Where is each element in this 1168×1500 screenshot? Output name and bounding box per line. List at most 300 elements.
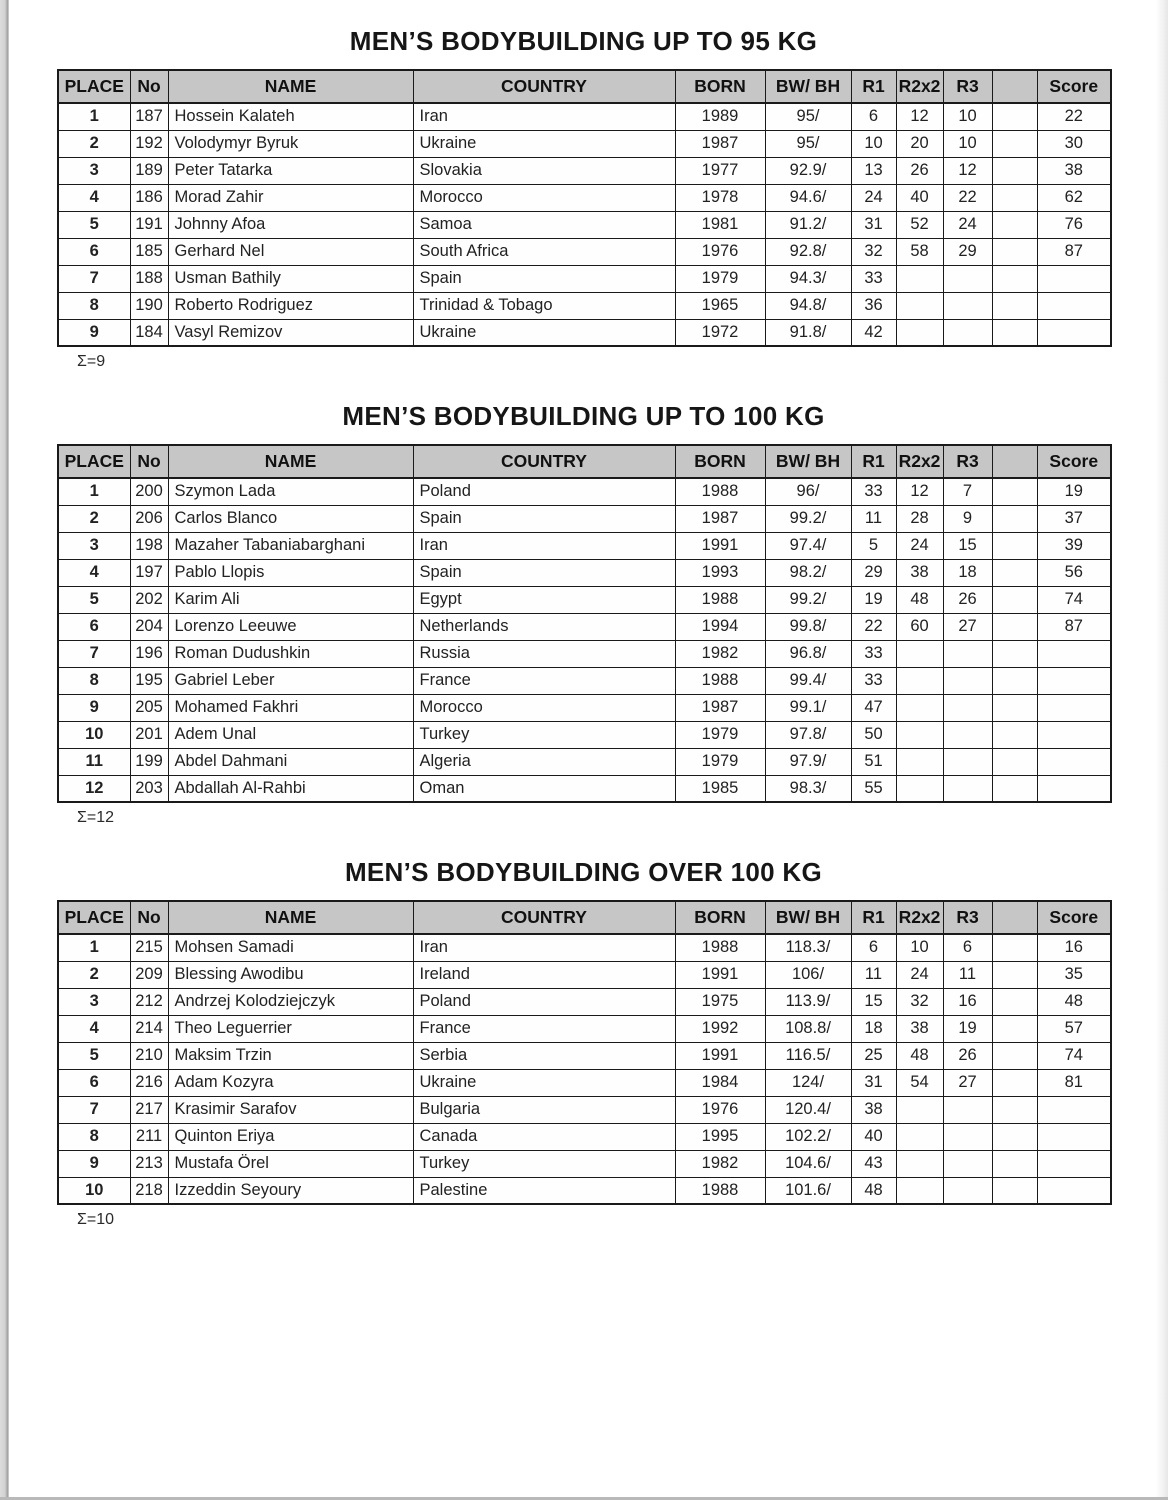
table-row bbox=[58, 1096, 1111, 1123]
cell-blank bbox=[992, 1042, 1037, 1069]
cell-r2x2: 38 bbox=[896, 1015, 943, 1042]
cell-place: 1 bbox=[58, 478, 130, 505]
cell-r2x2 bbox=[896, 265, 943, 292]
table-row bbox=[58, 559, 1111, 586]
table-row bbox=[58, 775, 1111, 802]
cell-r2x2: 58 bbox=[896, 238, 943, 265]
column-header-blank bbox=[992, 70, 1037, 103]
cell-r3 bbox=[943, 640, 992, 667]
cell-bw-bh: 99.4/ bbox=[765, 667, 851, 694]
cell-born: 1977 bbox=[675, 157, 765, 184]
cell-place: 7 bbox=[58, 1096, 130, 1123]
cell-name: Pablo Llopis bbox=[168, 559, 413, 586]
table-row bbox=[58, 505, 1111, 532]
cell-bw-bh: 108.8/ bbox=[765, 1015, 851, 1042]
cell-name: Adem Unal bbox=[168, 721, 413, 748]
cell-r1: 48 bbox=[851, 1177, 896, 1204]
cell-country: Oman bbox=[413, 775, 675, 802]
cell-bw-bh: 97.9/ bbox=[765, 748, 851, 775]
cell-r3: 16 bbox=[943, 988, 992, 1015]
cell-r2x2: 12 bbox=[896, 103, 943, 130]
cell-r2x2 bbox=[896, 640, 943, 667]
cell-r2x2 bbox=[896, 1150, 943, 1177]
cell-bw-bh: 99.2/ bbox=[765, 586, 851, 613]
cell-bw-bh: 99.1/ bbox=[765, 694, 851, 721]
cell-born: 1995 bbox=[675, 1123, 765, 1150]
header-row bbox=[58, 901, 1111, 934]
cell-name: Andrzej Kolodziejczyk bbox=[168, 988, 413, 1015]
cell-no: 201 bbox=[130, 721, 168, 748]
cell-no: 203 bbox=[130, 775, 168, 802]
cell-bw-bh: 91.2/ bbox=[765, 211, 851, 238]
cell-bw-bh: 99.8/ bbox=[765, 613, 851, 640]
cell-country: Spain bbox=[413, 265, 675, 292]
table-row bbox=[58, 184, 1111, 211]
cell-r2x2 bbox=[896, 1096, 943, 1123]
cell-born: 1965 bbox=[675, 292, 765, 319]
column-header-name: NAME bbox=[168, 445, 413, 478]
table-header bbox=[58, 70, 1111, 103]
cell-r3: 27 bbox=[943, 613, 992, 640]
cell-born: 1987 bbox=[675, 130, 765, 157]
cell-born: 1976 bbox=[675, 1096, 765, 1123]
cell-r2x2: 48 bbox=[896, 586, 943, 613]
cell-score: 38 bbox=[1037, 157, 1111, 184]
cell-r3: 26 bbox=[943, 586, 992, 613]
cell-r2x2: 40 bbox=[896, 184, 943, 211]
cell-r3 bbox=[943, 667, 992, 694]
cell-no: 190 bbox=[130, 292, 168, 319]
cell-score bbox=[1037, 721, 1111, 748]
cell-score bbox=[1037, 1150, 1111, 1177]
cell-name: Usman Bathily bbox=[168, 265, 413, 292]
cell-country: Ukraine bbox=[413, 130, 675, 157]
cell-no: 202 bbox=[130, 586, 168, 613]
cell-r3: 12 bbox=[943, 157, 992, 184]
cell-blank bbox=[992, 211, 1037, 238]
cell-score: 39 bbox=[1037, 532, 1111, 559]
cell-r3: 27 bbox=[943, 1069, 992, 1096]
table-header bbox=[58, 901, 1111, 934]
cell-no: 206 bbox=[130, 505, 168, 532]
cell-no: 215 bbox=[130, 934, 168, 961]
cell-country: Netherlands bbox=[413, 613, 675, 640]
table-row bbox=[58, 721, 1111, 748]
cell-r3 bbox=[943, 265, 992, 292]
cell-bw-bh: 96.8/ bbox=[765, 640, 851, 667]
cell-blank bbox=[992, 694, 1037, 721]
cell-born: 1988 bbox=[675, 934, 765, 961]
table-row bbox=[58, 667, 1111, 694]
cell-born: 1988 bbox=[675, 667, 765, 694]
cell-score: 74 bbox=[1037, 1042, 1111, 1069]
cell-country: South Africa bbox=[413, 238, 675, 265]
cell-r2x2: 32 bbox=[896, 988, 943, 1015]
cell-score bbox=[1037, 694, 1111, 721]
cell-r3 bbox=[943, 721, 992, 748]
table-row bbox=[58, 694, 1111, 721]
cell-r2x2: 10 bbox=[896, 934, 943, 961]
cell-r2x2 bbox=[896, 721, 943, 748]
table-row bbox=[58, 1123, 1111, 1150]
column-header-blank bbox=[992, 445, 1037, 478]
cell-no: 184 bbox=[130, 319, 168, 346]
cell-place: 8 bbox=[58, 292, 130, 319]
column-header-score: Score bbox=[1037, 901, 1111, 934]
cell-born: 1993 bbox=[675, 559, 765, 586]
cell-place: 8 bbox=[58, 1123, 130, 1150]
section-title: MEN’S BODYBUILDING UP TO 100 KG bbox=[342, 401, 825, 431]
cell-r3: 15 bbox=[943, 532, 992, 559]
cell-no: 218 bbox=[130, 1177, 168, 1204]
cell-name: Peter Tatarka bbox=[168, 157, 413, 184]
cell-place: 9 bbox=[58, 1150, 130, 1177]
cell-born: 1989 bbox=[675, 103, 765, 130]
cell-place: 3 bbox=[58, 532, 130, 559]
cell-born: 1979 bbox=[675, 721, 765, 748]
table-row bbox=[58, 613, 1111, 640]
cell-r1: 31 bbox=[851, 1069, 896, 1096]
sum-label: Σ=9 bbox=[77, 353, 106, 370]
results-section bbox=[57, 26, 1110, 371]
cell-name: Roman Dudushkin bbox=[168, 640, 413, 667]
cell-country: Ukraine bbox=[413, 319, 675, 346]
cell-no: 209 bbox=[130, 961, 168, 988]
cell-r2x2 bbox=[896, 694, 943, 721]
cell-bw-bh: 92.9/ bbox=[765, 157, 851, 184]
cell-name: Lorenzo Leeuwe bbox=[168, 613, 413, 640]
table-row bbox=[58, 211, 1111, 238]
column-header-place: PLACE bbox=[58, 901, 130, 934]
cell-name: Quinton Eriya bbox=[168, 1123, 413, 1150]
cell-name: Volodymyr Byruk bbox=[168, 130, 413, 157]
cell-bw-bh: 97.4/ bbox=[765, 532, 851, 559]
sum-label: Σ=12 bbox=[77, 809, 115, 826]
cell-name: Blessing Awodibu bbox=[168, 961, 413, 988]
table-header bbox=[58, 445, 1111, 478]
cell-no: 198 bbox=[130, 532, 168, 559]
table-row bbox=[58, 103, 1111, 130]
table-row bbox=[58, 292, 1111, 319]
cell-bw-bh: 102.2/ bbox=[765, 1123, 851, 1150]
cell-born: 1992 bbox=[675, 1015, 765, 1042]
cell-country: France bbox=[413, 1015, 675, 1042]
cell-blank bbox=[992, 961, 1037, 988]
cell-born: 1985 bbox=[675, 775, 765, 802]
table-row bbox=[58, 988, 1111, 1015]
cell-born: 1987 bbox=[675, 505, 765, 532]
cell-place: 7 bbox=[58, 265, 130, 292]
cell-born: 1979 bbox=[675, 748, 765, 775]
cell-country: Trinidad & Tobago bbox=[413, 292, 675, 319]
column-header-r1: R1 bbox=[851, 445, 896, 478]
column-header-bw-bh: BW/ BH bbox=[765, 901, 851, 934]
cell-no: 186 bbox=[130, 184, 168, 211]
cell-r3: 10 bbox=[943, 103, 992, 130]
cell-score bbox=[1037, 1177, 1111, 1204]
cell-blank bbox=[992, 478, 1037, 505]
column-header-r3: R3 bbox=[943, 70, 992, 103]
column-header-bw-bh: BW/ BH bbox=[765, 445, 851, 478]
cell-place: 7 bbox=[58, 640, 130, 667]
cell-score: 37 bbox=[1037, 505, 1111, 532]
column-header-r2x2: R2x2 bbox=[896, 70, 943, 103]
column-header-r2x2: R2x2 bbox=[896, 445, 943, 478]
cell-no: 195 bbox=[130, 667, 168, 694]
cell-bw-bh: 95/ bbox=[765, 130, 851, 157]
column-header-no: No bbox=[130, 70, 168, 103]
cell-no: 187 bbox=[130, 103, 168, 130]
column-header-blank bbox=[992, 901, 1037, 934]
cell-r3: 10 bbox=[943, 130, 992, 157]
cell-born: 1978 bbox=[675, 184, 765, 211]
cell-country: Iran bbox=[413, 103, 675, 130]
column-header-country: COUNTRY bbox=[413, 445, 675, 478]
cell-born: 1991 bbox=[675, 1042, 765, 1069]
cell-r3 bbox=[943, 292, 992, 319]
cell-score: 22 bbox=[1037, 103, 1111, 130]
cell-r3: 9 bbox=[943, 505, 992, 532]
cell-country: Russia bbox=[413, 640, 675, 667]
cell-place: 6 bbox=[58, 238, 130, 265]
section-title: MEN’S BODYBUILDING OVER 100 KG bbox=[344, 857, 823, 887]
cell-born: 1988 bbox=[675, 478, 765, 505]
cell-blank bbox=[992, 265, 1037, 292]
cell-score bbox=[1037, 640, 1111, 667]
column-header-r3: R3 bbox=[943, 901, 992, 934]
cell-no: 188 bbox=[130, 265, 168, 292]
cell-no: 189 bbox=[130, 157, 168, 184]
cell-country: Samoa bbox=[413, 211, 675, 238]
cell-r1: 6 bbox=[851, 934, 896, 961]
cell-bw-bh: 92.8/ bbox=[765, 238, 851, 265]
cell-score bbox=[1037, 265, 1111, 292]
cell-r2x2 bbox=[896, 319, 943, 346]
cell-bw-bh: 104.6/ bbox=[765, 1150, 851, 1177]
cell-name: Adam Kozyra bbox=[168, 1069, 413, 1096]
table-row bbox=[58, 157, 1111, 184]
page-scan-edge-right bbox=[1156, 0, 1168, 1500]
cell-blank bbox=[992, 157, 1037, 184]
column-header-no: No bbox=[130, 901, 168, 934]
cell-country: Egypt bbox=[413, 586, 675, 613]
cell-name: Johnny Afoa bbox=[168, 211, 413, 238]
cell-place: 2 bbox=[58, 130, 130, 157]
cell-place: 5 bbox=[58, 1042, 130, 1069]
cell-born: 1988 bbox=[675, 586, 765, 613]
cell-name: Maksim Trzin bbox=[168, 1042, 413, 1069]
sum-label: Σ=10 bbox=[77, 1211, 115, 1228]
cell-place: 5 bbox=[58, 211, 130, 238]
cell-no: 192 bbox=[130, 130, 168, 157]
cell-r3: 19 bbox=[943, 1015, 992, 1042]
cell-blank bbox=[992, 988, 1037, 1015]
table-row bbox=[58, 586, 1111, 613]
cell-r1: 50 bbox=[851, 721, 896, 748]
table-row bbox=[58, 1042, 1111, 1069]
cell-score: 87 bbox=[1037, 238, 1111, 265]
cell-r2x2: 24 bbox=[896, 961, 943, 988]
cell-place: 4 bbox=[58, 1015, 130, 1042]
cell-r1: 29 bbox=[851, 559, 896, 586]
cell-country: Ukraine bbox=[413, 1069, 675, 1096]
document-page bbox=[57, 26, 1110, 1259]
table-row bbox=[58, 1015, 1111, 1042]
cell-no: 210 bbox=[130, 1042, 168, 1069]
cell-r1: 22 bbox=[851, 613, 896, 640]
column-header-bw-bh: BW/ BH bbox=[765, 70, 851, 103]
cell-r2x2: 60 bbox=[896, 613, 943, 640]
cell-r2x2: 52 bbox=[896, 211, 943, 238]
results-table bbox=[57, 444, 1112, 803]
cell-place: 1 bbox=[58, 934, 130, 961]
cell-r1: 36 bbox=[851, 292, 896, 319]
cell-country: Spain bbox=[413, 505, 675, 532]
column-header-country: COUNTRY bbox=[413, 70, 675, 103]
cell-place: 2 bbox=[58, 505, 130, 532]
cell-r1: 31 bbox=[851, 211, 896, 238]
header-row bbox=[58, 445, 1111, 478]
cell-r1: 10 bbox=[851, 130, 896, 157]
cell-name: Szymon Lada bbox=[168, 478, 413, 505]
cell-blank bbox=[992, 1150, 1037, 1177]
cell-r1: 38 bbox=[851, 1096, 896, 1123]
cell-score: 56 bbox=[1037, 559, 1111, 586]
cell-name: Krasimir Sarafov bbox=[168, 1096, 413, 1123]
cell-r2x2: 24 bbox=[896, 532, 943, 559]
results-table bbox=[57, 900, 1112, 1205]
cell-score bbox=[1037, 1123, 1111, 1150]
cell-r3: 6 bbox=[943, 934, 992, 961]
column-header-name: NAME bbox=[168, 901, 413, 934]
cell-born: 1984 bbox=[675, 1069, 765, 1096]
column-header-score: Score bbox=[1037, 445, 1111, 478]
cell-r3: 11 bbox=[943, 961, 992, 988]
table-row bbox=[58, 1150, 1111, 1177]
column-header-born: BORN bbox=[675, 445, 765, 478]
cell-r2x2 bbox=[896, 292, 943, 319]
cell-no: 200 bbox=[130, 478, 168, 505]
cell-r2x2: 20 bbox=[896, 130, 943, 157]
cell-born: 1981 bbox=[675, 211, 765, 238]
cell-place: 11 bbox=[58, 748, 130, 775]
cell-r3: 22 bbox=[943, 184, 992, 211]
cell-r1: 51 bbox=[851, 748, 896, 775]
cell-name: Vasyl Remizov bbox=[168, 319, 413, 346]
cell-r3: 18 bbox=[943, 559, 992, 586]
cell-blank bbox=[992, 934, 1037, 961]
cell-r1: 19 bbox=[851, 586, 896, 613]
cell-score: 76 bbox=[1037, 211, 1111, 238]
cell-no: 197 bbox=[130, 559, 168, 586]
column-header-r1: R1 bbox=[851, 901, 896, 934]
cell-no: 185 bbox=[130, 238, 168, 265]
cell-blank bbox=[992, 613, 1037, 640]
cell-r2x2: 28 bbox=[896, 505, 943, 532]
cell-r1: 33 bbox=[851, 640, 896, 667]
cell-score: 81 bbox=[1037, 1069, 1111, 1096]
cell-country: Serbia bbox=[413, 1042, 675, 1069]
cell-country: Slovakia bbox=[413, 157, 675, 184]
cell-blank bbox=[992, 586, 1037, 613]
cell-born: 1982 bbox=[675, 640, 765, 667]
cell-name: Mazaher Tabaniabarghani bbox=[168, 532, 413, 559]
cell-blank bbox=[992, 1123, 1037, 1150]
cell-name: Hossein Kalateh bbox=[168, 103, 413, 130]
cell-bw-bh: 94.3/ bbox=[765, 265, 851, 292]
cell-place: 12 bbox=[58, 775, 130, 802]
cell-r3: 26 bbox=[943, 1042, 992, 1069]
cell-r1: 24 bbox=[851, 184, 896, 211]
cell-blank bbox=[992, 130, 1037, 157]
cell-r3 bbox=[943, 775, 992, 802]
cell-name: Abdel Dahmani bbox=[168, 748, 413, 775]
cell-name: Karim Ali bbox=[168, 586, 413, 613]
cell-country: Morocco bbox=[413, 184, 675, 211]
cell-no: 204 bbox=[130, 613, 168, 640]
cell-country: Algeria bbox=[413, 748, 675, 775]
cell-bw-bh: 106/ bbox=[765, 961, 851, 988]
cell-place: 3 bbox=[58, 157, 130, 184]
cell-score: 35 bbox=[1037, 961, 1111, 988]
table-row bbox=[58, 640, 1111, 667]
cell-blank bbox=[992, 748, 1037, 775]
cell-place: 10 bbox=[58, 1177, 130, 1204]
column-header-born: BORN bbox=[675, 70, 765, 103]
cell-bw-bh: 120.4/ bbox=[765, 1096, 851, 1123]
cell-r1: 11 bbox=[851, 505, 896, 532]
cell-country: Bulgaria bbox=[413, 1096, 675, 1123]
cell-r3 bbox=[943, 1177, 992, 1204]
cell-place: 9 bbox=[58, 319, 130, 346]
cell-born: 1988 bbox=[675, 1177, 765, 1204]
cell-bw-bh: 124/ bbox=[765, 1069, 851, 1096]
cell-blank bbox=[992, 1177, 1037, 1204]
cell-blank bbox=[992, 532, 1037, 559]
cell-r1: 33 bbox=[851, 265, 896, 292]
cell-r1: 33 bbox=[851, 667, 896, 694]
cell-name: Carlos Blanco bbox=[168, 505, 413, 532]
cell-r3: 24 bbox=[943, 211, 992, 238]
cell-born: 1972 bbox=[675, 319, 765, 346]
cell-r1: 47 bbox=[851, 694, 896, 721]
cell-blank bbox=[992, 775, 1037, 802]
table-row bbox=[58, 961, 1111, 988]
cell-name: Theo Leguerrier bbox=[168, 1015, 413, 1042]
cell-r3: 29 bbox=[943, 238, 992, 265]
table-row bbox=[58, 1069, 1111, 1096]
cell-r1: 55 bbox=[851, 775, 896, 802]
cell-place: 8 bbox=[58, 667, 130, 694]
cell-r1: 6 bbox=[851, 103, 896, 130]
cell-blank bbox=[992, 238, 1037, 265]
cell-country: Poland bbox=[413, 988, 675, 1015]
cell-score: 19 bbox=[1037, 478, 1111, 505]
cell-country: Spain bbox=[413, 559, 675, 586]
cell-r2x2 bbox=[896, 748, 943, 775]
cell-name: Roberto Rodriguez bbox=[168, 292, 413, 319]
cell-no: 199 bbox=[130, 748, 168, 775]
column-header-r1: R1 bbox=[851, 70, 896, 103]
column-header-country: COUNTRY bbox=[413, 901, 675, 934]
cell-r1: 5 bbox=[851, 532, 896, 559]
cell-r2x2: 38 bbox=[896, 559, 943, 586]
cell-bw-bh: 97.8/ bbox=[765, 721, 851, 748]
table-row bbox=[58, 934, 1111, 961]
cell-r1: 33 bbox=[851, 478, 896, 505]
cell-place: 10 bbox=[58, 721, 130, 748]
table-row bbox=[58, 532, 1111, 559]
